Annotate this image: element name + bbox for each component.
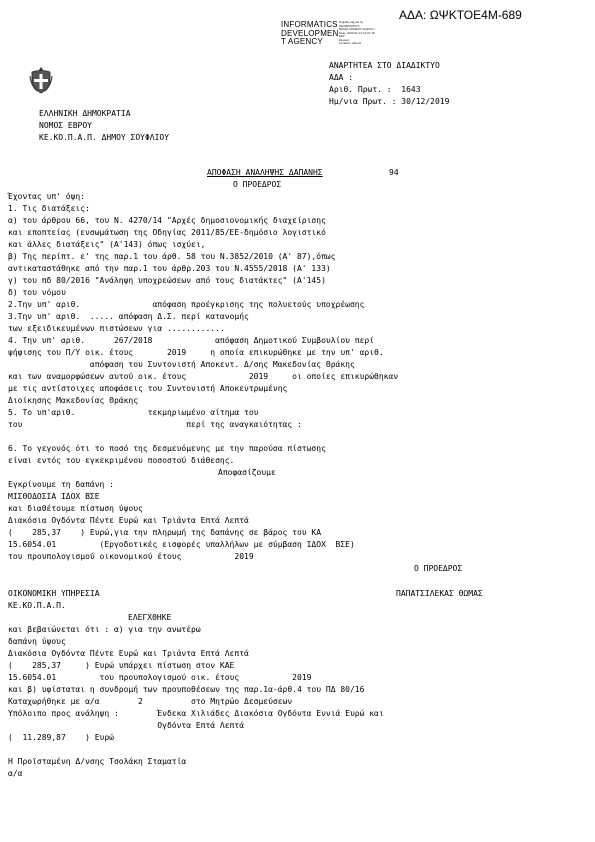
organization: ΚΕ.ΚΟ.Π.Α.Π. ΔΗΜΟΥ ΣΟΥΦΛΙΟΥ <box>39 133 170 142</box>
body-line: Έχοντας υπ' όψη: <box>8 192 86 201</box>
protocol-number: Αριθ. Πρωτ. : 1643 <box>329 85 421 94</box>
body-line: Διακόσια Ογδόντα Πέντε Ευρώ και Τριάντα Επτά Λεπτά <box>8 516 249 525</box>
body-line: με τις αντίστοιχες αποφάσεις του Συντονιστή Αποκεντρωμένης <box>8 384 288 393</box>
body-line: και εποπτείας (ενσωμάτωση της Οδηγίας 2011/85/ΕΕ-δημόσιο λογιστικό <box>8 228 326 237</box>
body-line: Καταχωρήθηκε με α/α 2 στο Μητρώο Δεσμεύσεων <box>8 697 293 706</box>
ada-label: ΑΔΑ : <box>329 73 354 82</box>
body-line: 1. Τις διατάξεις: <box>8 204 90 213</box>
post-online-title: ΑΝΑΡΤΗΤΕΑ ΣΤΟ ΔΙΑΔΙΚΤΥΟ <box>329 61 440 70</box>
body-line: β) Της περίπτ. ε' της παρ.1 του άρθ. 58 του Ν.3852/2010 (Α' 87),όπως <box>8 252 336 261</box>
signature-details <box>339 21 375 46</box>
body-line: 15.6054.01 του προυπολογισμού οικ. έτους 2019 <box>8 673 312 682</box>
body-line: 6. Το γεγονός ότι το ποσό της δεσμευόμενης με την παρούσα πίστωσης <box>8 444 326 453</box>
sig-line: Digitally signed by <box>339 20 364 24</box>
body-line: και άλλες διατάξεις" (Α'143) όπως ισχύει, <box>8 240 206 249</box>
body-line: 5. Το υπ'αριθ. τεκμηριωμένο αίτημα του <box>8 408 259 417</box>
body-line: 3.Την υπ' αριθ. ..... απόφαση Δ.Σ. περί κατανομής <box>8 312 249 321</box>
body-line: και β) υφίσταται η συνδρομή των προυποθέσεων της παρ.1α-άρθ.4 του ΠΔ 80/16 <box>8 685 365 694</box>
prefecture: ΝΟΜΟΣ ΕΒΡΟΥ <box>39 121 92 130</box>
sig-line: Date: 2020.01.14 13:21:19 <box>339 30 375 35</box>
body-line: 15.6054.01 (Εργοδοτικές εισφορές υπαλλήλων με σύμβαση ΙΔΟΧ ΒΣΕ) <box>8 540 355 549</box>
body-line: απόφαση του Συντονιστή Αποκεντ. Δ/σης Μακεδονίας Θράκης <box>8 360 355 369</box>
head-of-department: Η Προϊσταμένη Δ/νσης Τσολάκη Σταματία <box>8 757 187 766</box>
ada-code: ΑΔΑ: ΩΨΚΤΟΕ4Μ-689 <box>399 8 522 22</box>
body-line: 2.Την υπ' αριθ. απόφαση προέγκρισης της πολυετούς υποχρέωσης <box>8 300 365 309</box>
sig-line: EET <box>339 34 345 38</box>
body-line: ψήφισης του Π/Υ οικ. έτους 2019 η οποία επικυρώθηκε με την υπ' αριθ. <box>8 348 384 357</box>
body-line: Διοίκησης Μακεδονίας Θράκης <box>8 396 139 405</box>
president-signature: Ο ΠΡΟΕΔΡΟΣ <box>414 564 463 573</box>
body-line: και των αναμορφώσεων αυτού οικ. έτους 2019 οι οποίες επικυρώθηκαν <box>8 372 399 381</box>
body-line: γ) του πδ 80/2016 "Ανάληψη υποχρεώσεων από τους διατάκτες" (Α'145) <box>8 276 326 285</box>
expense-name: ΜΙΣΘΟΔΟΣΙΑ ΙΔΟΧ ΒΣΕ <box>8 492 100 501</box>
logo-line-3: T AGENCY <box>281 37 323 46</box>
sig-line: Location: Athens <box>339 41 362 45</box>
greek-emblem-icon <box>29 66 53 94</box>
sig-line: INFORMATICS <box>339 23 360 28</box>
protocol-date: Ημ/νια Πρωτ. : 30/12/2019 <box>329 97 450 106</box>
body-line: Ογδόντα Επτά Λεπτά <box>8 721 245 730</box>
sig-line: DEVELOPMENT AGENCY <box>339 27 375 31</box>
body-line: ( 285,37 ) Ευρώ,για την πληρωμή της δαπάνης σε βάρος του ΚΑ <box>8 528 322 537</box>
body-line: του προυπολογισμού οικονομικού έτους 2019 <box>8 552 254 561</box>
body-line: και διαθέτουμε πίστωση ύψους <box>8 504 143 513</box>
hellenic-republic: ΕΛΛΗΝΙΚΗ ΔΗΜΟΚΡΑΤΙΑ <box>39 109 131 118</box>
body-line: ΚΕ.ΚΟ.Π.Α.Π. <box>8 601 66 610</box>
body-line: του περί της αναγκαιότητας : <box>8 420 302 429</box>
body-line: 4. Την υπ' αριθ. 267/2018 απόφαση Δημοτικού Συμβουλίου περί <box>8 336 375 345</box>
logo-text <box>281 21 339 47</box>
signature-logo <box>281 21 377 55</box>
body-line: ( 285,37 ) Ευρώ υπάρχει πίστωση στον ΚΑΕ <box>8 661 235 670</box>
body-line: Εγκρίνουμε τη δαπάνη : <box>8 480 114 489</box>
body-line: α/α <box>8 769 23 778</box>
body-line: Υπόλοιπο προς ανάληψη : Ένδεκα Χιλιάδες Διακόσια Ογδόντα Εννιά Ευρώ και <box>8 709 384 718</box>
decision-number: 94 <box>389 168 399 177</box>
remaining-amount: ( 11.289,87 ) Ευρώ <box>8 733 114 742</box>
body-line: α) του άρθρου 66, του Ν. 4270/14 "Αρχές δημοσιονομικής διαχείρισης <box>8 216 326 225</box>
president-heading: Ο ΠΡΟΕΔΡΟΣ <box>233 180 282 189</box>
body-line: δαπάνη ύψους <box>8 637 66 646</box>
decision-title: ΑΠΟΦΑΣΗ ΑΝΑΛΗΨΗΣ ΔΑΠΑΝΗΣ <box>207 168 323 177</box>
body-line: Διακόσια Ογδόντα Πέντε Ευρώ και Τριάντα Επτά Λεπτά <box>8 649 249 658</box>
sig-line: Reason: <box>339 37 351 42</box>
president-name: ΠΑΠΑΤΣΙΛΕΚΑΣ ΘΩΜΑΣ <box>396 589 483 598</box>
body-line: δ) του νόμου <box>8 288 66 297</box>
logo-line-2: DEVELOPMEN <box>281 28 339 38</box>
body-line: και βεβαιώνεται ότι : α) για την ανωτέρω <box>8 625 201 634</box>
body-line: των εξειδικευμένων πιστώσεων για ............ <box>8 324 225 333</box>
finance-department: ΟΙΚΟΝΟΜΙΚΗ ΥΠΗΡΕΣΙΑ <box>8 589 100 598</box>
body-line: είναι εντός του εγκεκριμένου ποσοστού διάθεσης. <box>8 456 235 465</box>
body-line: αντικαταστάθηκε από την παρ.1 του άρθρ.203 του Ν.4555/2018 (Α' 133) <box>8 264 331 273</box>
logo-line-1: INFORMATICS <box>281 20 338 29</box>
checked-heading: ΕΛΕΓΧΘΗΚΕ <box>128 613 172 622</box>
we-decide-heading: Αποφασίζουμε <box>218 468 276 477</box>
